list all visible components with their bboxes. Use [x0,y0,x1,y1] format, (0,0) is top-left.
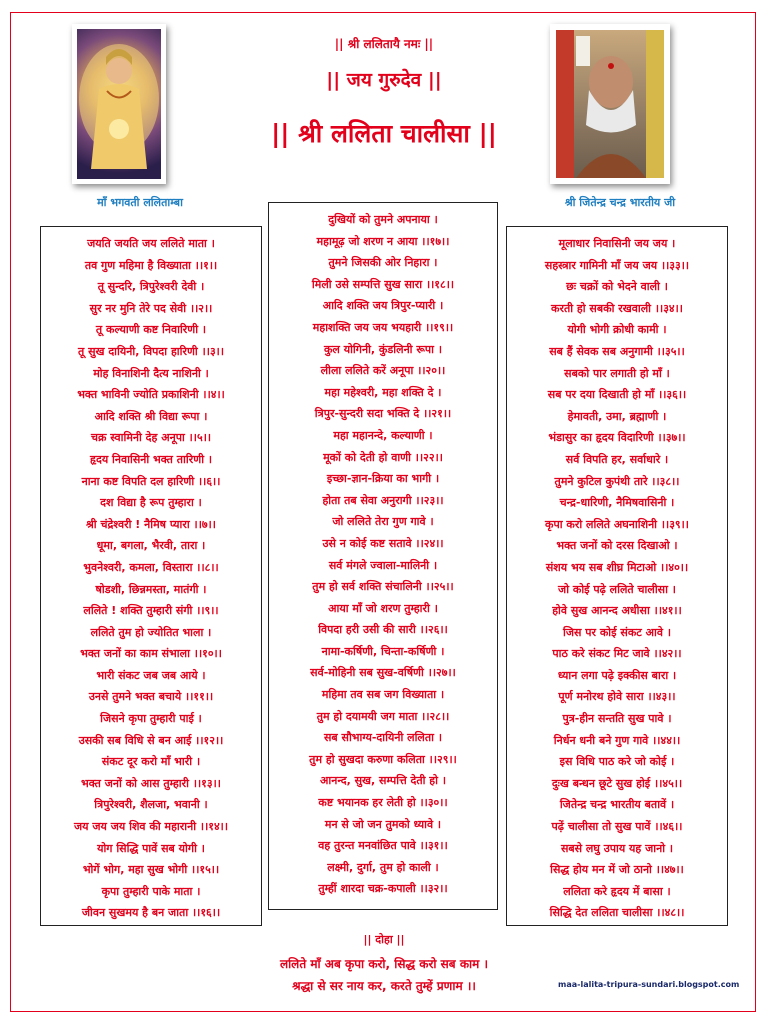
verse-line: सबको पार लगाती हो माँ । [564,366,670,380]
verse-line: भक्त जनों को दरस दिखाओ । [556,539,678,553]
verse-line: भक्त भाविनी ज्योति प्रकाशिनी ।।४।। [77,388,225,402]
verse-line: इच्छा-ज्ञान-क्रिया का भागी । [326,472,440,486]
verse-line: महाशक्ति जय जय भयहारी ।।१९।। [312,320,454,334]
guru-line: || जय गुरुदेव || [326,69,442,91]
verse-line: जय जय जय शिव की महारानी ।।१४।। [73,820,229,834]
verse-line: तव गुण महिमा है विख्याता ।।१।। [84,258,218,272]
invocation-line: || श्री ललितायै नमः || [334,37,434,51]
verse-line: तू कल्याणी कष्ट निवारिणी । [95,323,207,337]
verse-line: उनसे तुमने भक्त बचाये ।।११।। [88,690,214,704]
verse-line: सबसे लघु उपाय यह जानो । [560,841,674,855]
verse-line: भारी संकट जब जब आये । [96,668,206,682]
verse-line: सर्व विपति हर, सर्वाधारे । [565,452,669,466]
verse-line: महिमा तव सब जग विख्याता । [321,688,445,702]
verse-line: विपदा हरी उसी की सारी ।।२६।। [318,623,448,637]
verse-line: भंडासुर का हृदय विदारिणी ।।३७।। [548,431,686,445]
verse-line: हेमावती, उमा, ब्रह्माणी । [567,409,667,423]
goddess-lalitamba-image [72,24,166,184]
verse-line: ललिते ! शक्ति तुम्हारी संगी ।।९।। [83,604,219,618]
verse-line: षोडशी, छिन्नमस्ता, मातंगी । [95,582,207,596]
verse-line: जिस पर कोई संकट आवे । [563,625,671,639]
verse-line: नामा-कर्षिणी, चिन्ता-कर्षिणी । [321,644,445,658]
right-image-caption: श्री जितेन्द्र चन्द्र भारतीय जी [564,196,676,209]
verse-line: पूर्ण मनोरथ होवे सारा ।।४३।। [558,690,676,704]
verse-line: भक्त जनों को आस तुम्हारी ।।१३।। [81,776,221,790]
verse-line: तुम हो दयामयी जग माता ।।२८।। [316,709,450,723]
verse-line: योगी भोगी क्रोधी कामी । [567,323,667,337]
verse-line: आदि शक्ति जय त्रिपुर-प्यारी । [322,299,444,313]
verse-line: त्रिपुर-सुन्दरी सदा भक्ति दे ।।२१।। [314,407,452,421]
verse-line: कुल योगिनी, कुंडलिनी रूपा । [323,342,443,356]
verse-line: हृदय निवासिनी भक्त तारिणी । [89,452,213,466]
verse-line: मोह विनाशिनी दैत्य नाशिनी । [93,366,209,380]
verse-line: आदि शक्ति श्री विद्या रूपा । [94,409,208,423]
verse-list [41,233,261,924]
verse-line: धूमा, बगला, भैरवी, तारा । [96,539,206,553]
verse-line: सुर नर मुनि तेरे पद सेवी ।।२।। [89,301,213,315]
doha-line: ललिते माँ अब कृपा करो, सिद्ध करो सब काम । [279,957,489,971]
verse-line: होता तब सेवा अनुरागी ।।२३।। [322,493,444,507]
verse-line: मन से जो जन तुमको ध्यावे । [324,817,442,831]
verse-line: योग सिद्धि पावें सब योगी । [97,841,205,855]
verse-line: तू सुन्दरि, त्रिपुरेश्वरी देवी । [97,280,205,294]
verse-list [269,209,497,900]
verse-line: जो ललिते तेरा गुण गावे । [332,515,434,529]
verse-line: कष्ट भयानक हर लेती हो ।।३०।। [318,796,448,810]
verse-line: ध्यान लगा पढ़े इक्कीस बारा । [557,668,677,682]
verse-line: इस विधि पाठ करे जो कोई । [559,755,675,769]
verse-line: सहस्त्रार गामिनी माँ जय जय ।।३३।। [544,258,690,272]
verse-line: नाना कष्ट विपति दल हारिणी ।।६।। [81,474,221,488]
verse-line: श्री चंद्रेश्वरी ! नैमिष प्यारा ।।७।। [86,517,216,531]
verse-line: तुमने जिसकी ओर निहारा । [328,256,438,270]
chalisa-column-left [40,226,262,926]
verse-line: लक्ष्मी, दुर्गा, तुम हो काली । [327,860,439,874]
verse-line: उसकी सब विधि से बन आई ।।१२।। [78,733,224,747]
verse-line: संशय भय सब शीघ्र मिटाओ ।।४०।। [545,560,689,574]
verse-line: वह तुरन्त मनवांछित पावे ।।३१।। [318,839,448,853]
verse-line: महा महेश्वरी, महा शक्ति दे । [324,385,442,399]
verse-line: त्रिपुरेश्वरी, शैलजा, भवानी । [94,798,208,812]
verse-line: पुत्र-हीन सन्तति सुख पावे । [562,712,672,726]
verse-line: तुम हो सर्व शक्ति संचालिनी ।।२५।। [312,580,454,594]
doha-line: श्रद्धा से सर नाय कर, करते तुम्हें प्रणाम ।। [292,979,476,993]
verse-line: पढ़ें चालीसा तो सुख पावें ।।४६।। [551,820,683,834]
verse-line: करती हो सबकी रखवाली ।।३४।। [551,301,683,315]
verse-line: छः चक्रों को भेदने वाली । [566,280,668,294]
verse-line: तू सुख दायिनी, विपदा हारिणी ।।३।। [77,344,225,358]
verse-line: जो कोई पढ़े ललिते चालीसा । [558,582,676,596]
verse-line: चक्र स्वामिनी देह अनूपा ।।५।। [90,431,212,445]
verse-line: सब सौभाग्य-दायिनी ललिता । [323,731,443,745]
guru-figure-icon [556,30,664,178]
verse-line: उसे न कोई कष्ट सतावे ।।२४।। [322,536,444,550]
verse-line: तुम हो सुखदा करुणा कलिता ।।२९।। [309,752,457,766]
verse-line: कृपा करो ललिते अघनाशिनी ।।३९।। [545,517,689,531]
verse-line: सर्व-मोहिनी सब सुख-वर्षिणी ।।२७।। [310,666,456,680]
verse-line: भुवनेश्वरी, कमला, विस्तारा ।।८।। [83,560,219,574]
verse-line: पाठ करे संकट मिट जावे ।।४२।। [552,647,682,661]
left-image-caption: माँ भगवती ललिताम्बा [97,196,183,209]
page-title: || श्री ललिता चालीसा || [271,119,497,148]
verse-line: जयति जयति जय ललिते माता । [87,237,215,250]
verse-line: ललिता करे हृदय में बासा । [563,884,671,898]
verse-list [507,233,727,924]
guru-portrait-image [550,24,670,184]
verse-line: होवे सुख आनन्द अधीसा ।।४१।। [552,604,682,618]
verse-line: ललिते तुम हो ज्योतित भाला । [90,625,212,639]
verse-line: दुःख बन्धन छूटे सुख होई ।।४५।। [551,776,683,790]
verse-line: संकट दूर करो माँ भारी । [101,755,201,769]
verse-line: चन्द्र-धारिणी, नैमिषवासिनी । [559,496,675,510]
verse-line: जिसने कृपा तुम्हारी पाई । [100,712,202,726]
verse-line: सिद्ध होय मन में जो ठानो ।।४७।। [550,863,684,877]
verse-line: कृपा तुम्हारी पाके माता । [101,884,201,898]
verse-line: लीला ललिते करें अनूपा ।।२०।। [320,364,446,378]
blog-url[interactable]: maa-lalita-tripura-sundari.blogspot.com [558,980,740,989]
verse-line: जीवन सुखमय है बन जाता ।।१६।। [81,906,221,920]
chalisa-column-middle [268,202,498,910]
verse-line: महामूढ़ जो शरण न आया ।।१७।। [316,234,450,248]
verse-line: भोगें भोग, महा सुख भोगी ।।१५।। [82,863,220,877]
verse-line: निर्धन धनी बने गुण गावे ।।४४।। [553,733,681,747]
chalisa-column-right [506,226,728,926]
verse-line: आया माँ जो शरण तुम्हारी । [328,601,438,615]
verse-line: मूकों को देती हो वाणी ।।२२।। [323,450,443,464]
doha-heading: || दोहा || [363,933,405,946]
verse-line: तुम्हीं शारदा चक्र-कपाली ।।३२।। [318,882,448,896]
verse-line: जितेन्द्र चन्द्र भारतीय बतावें । [559,798,675,812]
verse-line: सिद्धि देत ललिता चालीसा ।।४८।। [549,906,685,920]
verse-line: दश विद्या है रूप तुम्हारा । [100,496,202,510]
verse-line: मूलाधार निवासिनी जय जय । [558,237,676,250]
verse-line: आनन्द, सुख, सम्पत्ति देती हो । [320,774,446,788]
verse-line: मिली उसे सम्पत्ति सुख सारा ।।१८।। [311,277,455,291]
verse-line: भक्त जनों का काम संभाला ।।१०।। [80,647,222,661]
goddess-figure-icon [77,29,161,179]
verse-line: सब पर दया दिखाती हो माँ ।।३६।। [547,388,687,402]
verse-line: सब हैं सेवक सब अनुगामी ।।३५।। [549,344,685,358]
verse-line: महा महानन्दे, कल्याणी । [333,428,433,442]
verse-line: दुखियों को तुमने अपनाया । [328,213,438,226]
verse-line: तुमने कुटिल कुपंथी तारे ।।३८।। [554,474,680,488]
verse-line: सर्व मंगले ज्वाला-मालिनी । [328,558,438,572]
